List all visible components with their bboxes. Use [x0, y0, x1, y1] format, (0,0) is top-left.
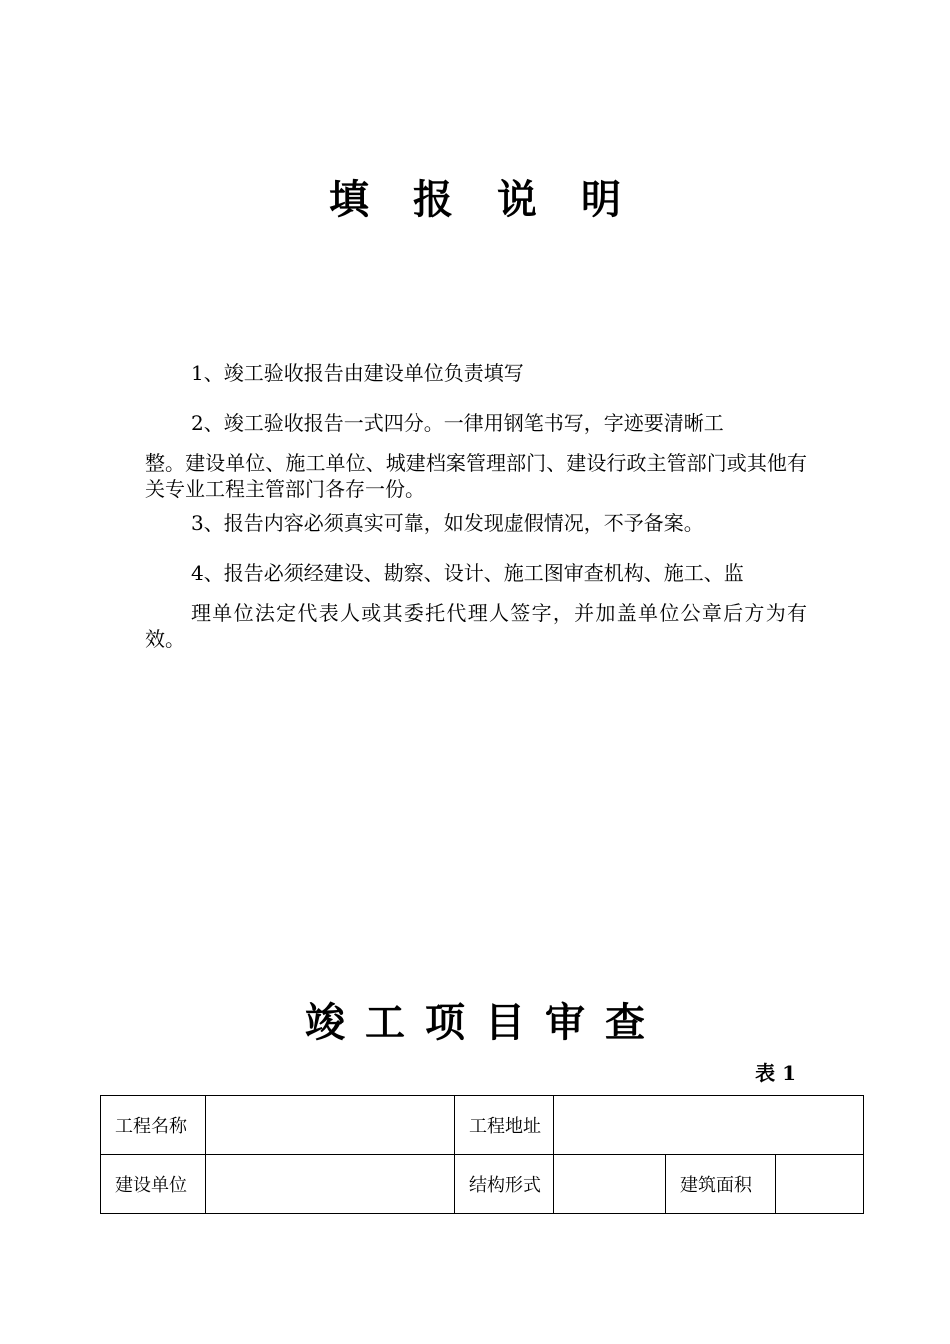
- instruction-item-3: [145, 510, 807, 536]
- area-label: 建筑面积: [666, 1155, 776, 1214]
- instruction-item-2-continuation: 整。建设单位、施工单位、城建档案管理部门、建设行政主管部门或其他有关专业工程主管部门各存一份。: [145, 451, 807, 501]
- builder-label: 建设单位: [101, 1155, 206, 1214]
- table-row: [101, 1096, 864, 1155]
- builder-field[interactable]: [206, 1155, 455, 1214]
- instruction-item-2-text: 2、竣工验收报告一式四分。一律用钢笔书写，字迹要清晰工: [191, 411, 724, 435]
- instructions-title: 填报说明: [329, 176, 665, 223]
- table-row: [101, 1155, 864, 1214]
- project-name-label: 工程名称: [101, 1096, 206, 1155]
- project-address-label: 工程地址: [455, 1096, 554, 1155]
- review-table: [100, 1095, 864, 1214]
- table-number-label: 表 1: [755, 1061, 796, 1085]
- instruction-item-4-text: 4、报告必须经建设、勘察、设计、施工图审查机构、施工、监: [191, 561, 744, 585]
- instruction-item-1-text: 1、竣工验收报告由建设单位负责填写: [191, 361, 524, 385]
- instruction-item-1: [145, 360, 807, 386]
- review-title: 竣工项目审查: [305, 999, 665, 1046]
- structure-label: 结构形式: [455, 1155, 554, 1214]
- project-address-field[interactable]: [554, 1096, 864, 1155]
- instruction-item-2: [145, 410, 807, 502]
- project-name-field[interactable]: [206, 1096, 455, 1155]
- instruction-item-4-continuation: 理单位法定代表人或其委托代理人签字，并加盖单位公章后方为有效。: [145, 601, 807, 651]
- instruction-item-4: [145, 560, 807, 652]
- structure-field[interactable]: [554, 1155, 666, 1214]
- instruction-item-3-text: 3、报告内容必须真实可靠，如发现虚假情况，不予备案。: [191, 511, 704, 535]
- area-field[interactable]: [776, 1155, 864, 1214]
